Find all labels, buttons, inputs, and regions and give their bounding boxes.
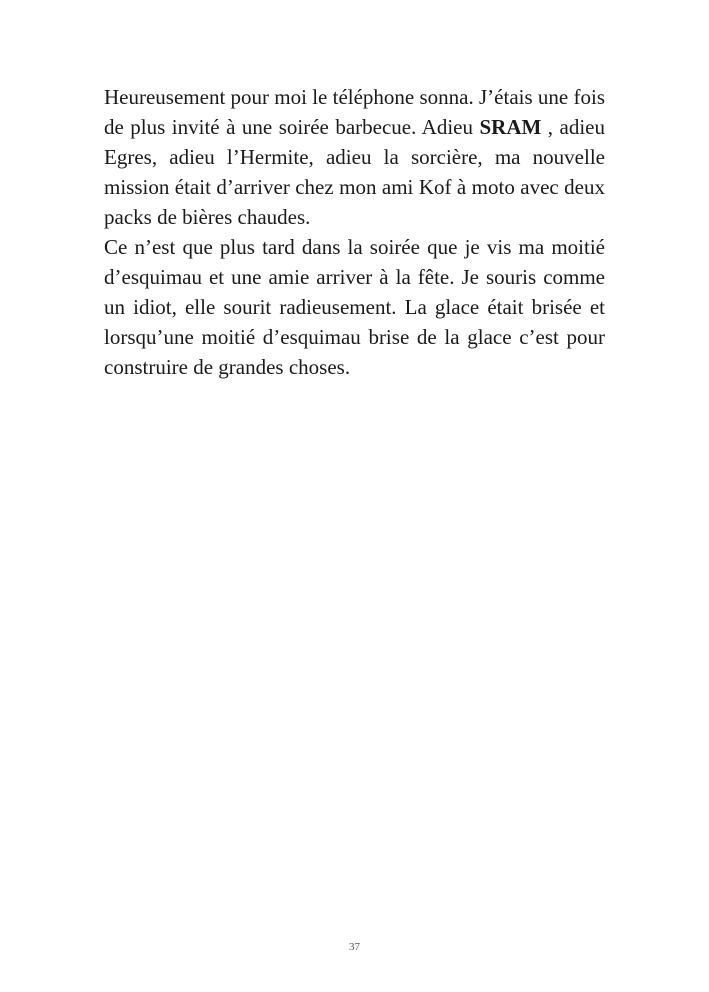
- paragraph-1: [104, 82, 605, 232]
- page-number: 37: [349, 941, 360, 953]
- paragraph-2: Ce n’est que plus tard dans la soirée que je vis ma moitié d’esquimau et une amie arriver à la fête. Je souris comme un idiot, elle sourit radieusement. La glace était brisée et lorsqu’une moitié d’esquimau brise de la glace c’est pour construire de grandes choses.: [104, 235, 605, 379]
- paragraph-1-text-end: , adieu Egres, adieu l’Hermite, adieu la sorcière, ma nouvelle mission était d’arriver chez mon ami Kof à moto avec deux packs de bières chaudes.: [104, 115, 605, 229]
- bold-term: SRAM: [479, 115, 542, 139]
- paragraph-1-text-start: Heureusement pour moi le téléphone sonna. J’étais une fois de plus invité à une soirée barbecue. Adieu: [104, 85, 605, 139]
- body-text: [104, 82, 605, 382]
